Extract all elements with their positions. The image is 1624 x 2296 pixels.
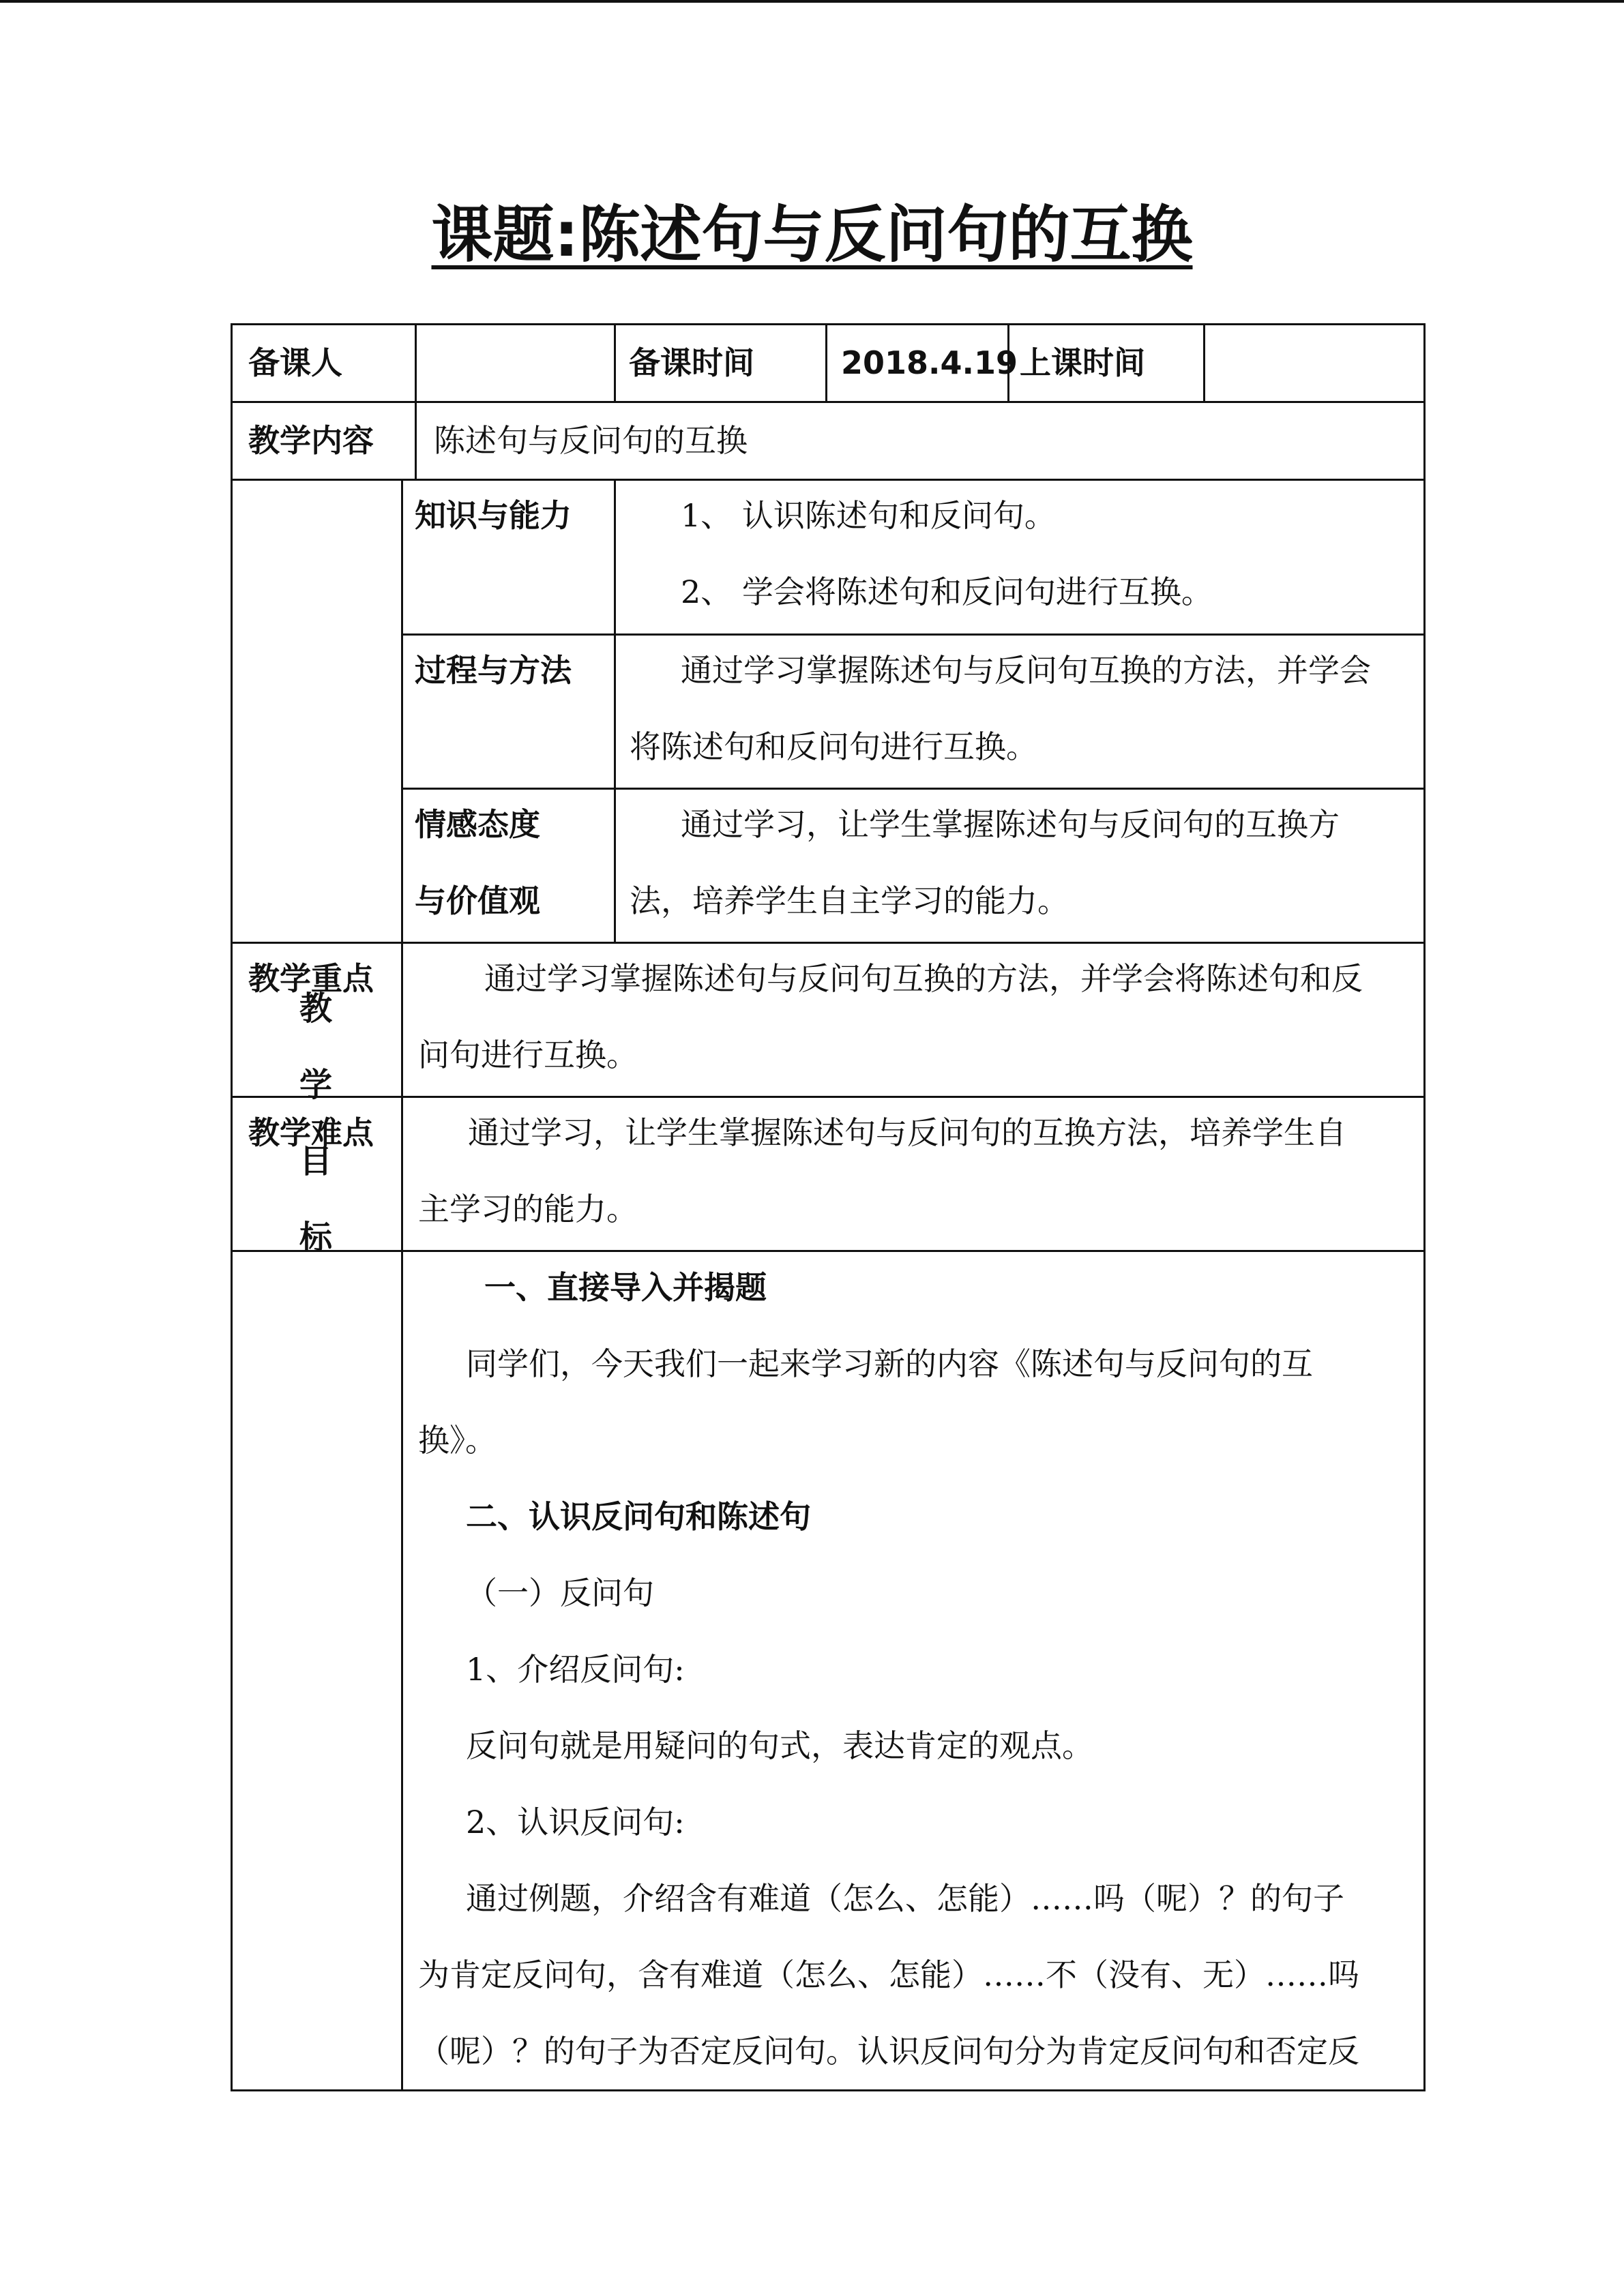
item-heading: 2、认识反问句:	[466, 1804, 685, 1840]
key-points-text: 问句进行互换。	[418, 1037, 638, 1073]
knowledge-label: 知识与能力	[415, 497, 572, 534]
difficulties-text: 通过学习，让学生掌握陈述句与反问句的互换方法，培养学生自	[468, 1114, 1346, 1151]
objectives-label-char: 学	[299, 1066, 332, 1104]
class-time-label: 上课时间	[1020, 344, 1145, 381]
body-text: 通过例题，介绍含有难道（怎么、怎能）……吗（呢）？的句子	[466, 1880, 1344, 1917]
objectives-label-char: 目	[299, 1142, 332, 1180]
content-value: 陈述句与反问句的互换	[434, 422, 748, 459]
section-heading: 一、直接导入并揭题	[484, 1269, 767, 1306]
emotion-text: 法，培养学生自主学习的能力。	[630, 882, 1069, 919]
emotion-label: 情感态度	[415, 806, 540, 843]
body-text: （呢）？的句子为否定反问句。认识反问句分为肯定反问句和否定反	[418, 2033, 1359, 2070]
section-heading: 二、认识反问句和陈述句	[466, 1498, 811, 1535]
body-text: 同学们，今天我们一起来学习新的内容《陈述句与反问句的互	[466, 1345, 1313, 1382]
sub-heading: （一）反问句	[466, 1575, 654, 1611]
emotion-text: 通过学习，让学生掌握陈述句与反问句的互换方	[681, 806, 1340, 843]
difficulties-label: 教学难点	[248, 1114, 374, 1151]
knowledge-item: 1、 认识陈述句和反问句。	[681, 497, 1056, 534]
page-title: 课题:陈述句与反问句的互换	[431, 199, 1193, 271]
objectives-label-char: 标	[299, 1219, 332, 1257]
process-method-text: 通过学习掌握陈述句与反问句互换的方法，并学会	[681, 652, 1371, 689]
emotion-label: 与价值观	[415, 882, 540, 919]
body-text: 反问句就是用疑问的句式，表达肯定的观点。	[466, 1727, 1093, 1764]
objectives-label-char: 教	[299, 989, 332, 1028]
key-points-label: 教学重点	[248, 960, 374, 997]
difficulties-text: 主学习的能力。	[418, 1191, 638, 1227]
lesson-plan-table	[231, 323, 1426, 2091]
prep-time-label: 备课时间	[629, 344, 754, 381]
body-text: 换》。	[418, 1422, 497, 1459]
content-label: 教学内容	[248, 422, 374, 459]
preparer-label: 备课人	[248, 344, 342, 381]
item-heading: 1、介绍反问句:	[466, 1651, 685, 1688]
prep-time-value: 2018.4.19	[841, 344, 1018, 381]
knowledge-item: 2、 学会将陈述句和反问句进行互换。	[681, 573, 1213, 610]
key-points-text: 通过学习掌握陈述句与反问句互换的方法，并学会将陈述句和反	[484, 960, 1363, 997]
process-method-text: 将陈述句和反问句进行互换。	[630, 728, 1037, 765]
body-text: 为肯定反问句，含有难道（怎么、怎能）……不（没有、无）……吗	[418, 1956, 1359, 1993]
process-method-label: 过程与方法	[415, 652, 572, 689]
top-border	[0, 0, 1624, 3]
